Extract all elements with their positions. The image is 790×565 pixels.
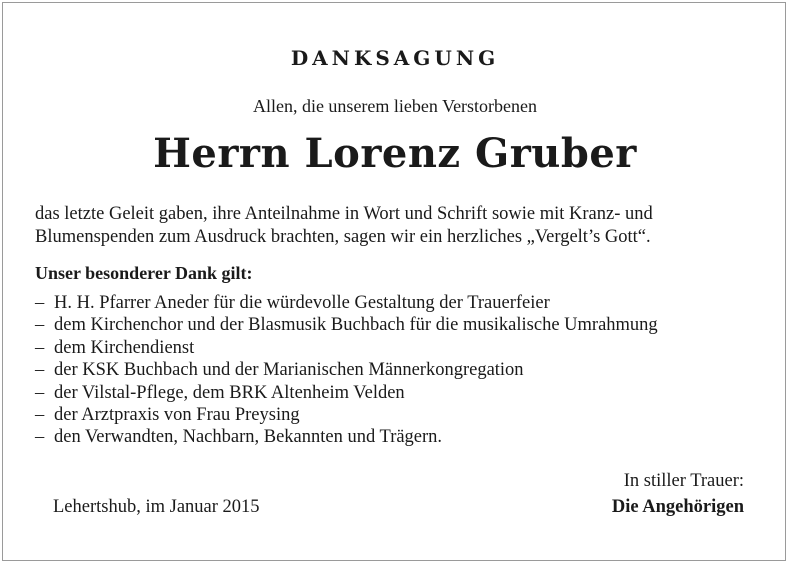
list-item-text: der Arztpraxis von Frau Preysing bbox=[54, 405, 300, 426]
list-item bbox=[35, 426, 658, 448]
thanks-paragraph bbox=[35, 203, 760, 249]
list-dash: – bbox=[35, 337, 45, 358]
list-item-text: der Vilstal-Pflege, dem BRK Altenheim Velden bbox=[54, 382, 405, 403]
deceased-name: Herrn Lorenz Gruber bbox=[153, 130, 637, 177]
list-item bbox=[35, 314, 658, 336]
list-item bbox=[35, 404, 658, 426]
intro-line: Allen, die unserem lieben Verstorbenen bbox=[252, 96, 538, 116]
list-dash: – bbox=[35, 315, 45, 336]
notice-heading: DANKSAGUNG bbox=[290, 46, 500, 70]
list-item bbox=[35, 359, 658, 381]
list-item-text: dem Kirchendienst bbox=[54, 337, 195, 358]
mourning-line: In stiller Trauer: bbox=[623, 471, 744, 491]
list-item-text: H. H. Pfarrer Aneder für die würdevolle Gestaltung der Trauerfeier bbox=[54, 293, 550, 313]
list-item-text: dem Kirchenchor und der Blasmusik Buchbach für die musikalische Umrahmung bbox=[54, 315, 658, 336]
thanks-list bbox=[35, 292, 658, 449]
list-item-text: der KSK Buchbach und der Marianischen Männerkongregation bbox=[54, 360, 524, 381]
list-item bbox=[35, 292, 658, 314]
list-item bbox=[35, 382, 658, 404]
list-dash: – bbox=[35, 405, 45, 426]
special-thanks-heading: Unser besonderer Dank gilt: bbox=[35, 263, 253, 283]
list-dash: – bbox=[35, 360, 45, 381]
list-item bbox=[35, 337, 658, 359]
paragraph-line: Blumenspenden zum Ausdruck brachten, sagen wir ein herzliches „Vergelt’s Gott“. bbox=[35, 227, 651, 247]
place-date: Lehertshub, im Januar 2015 bbox=[53, 497, 260, 517]
signature: Die Angehörigen bbox=[611, 497, 744, 517]
list-dash: – bbox=[35, 382, 45, 403]
list-dash: – bbox=[35, 293, 45, 313]
list-item-text: den Verwandten, Nachbarn, Bekannten und Trägern. bbox=[54, 427, 443, 448]
list-dash: – bbox=[35, 427, 45, 448]
paragraph-line: das letzte Geleit gaben, ihre Anteilnahme in Wort und Schrift sowie mit Kranz- und bbox=[35, 204, 653, 224]
